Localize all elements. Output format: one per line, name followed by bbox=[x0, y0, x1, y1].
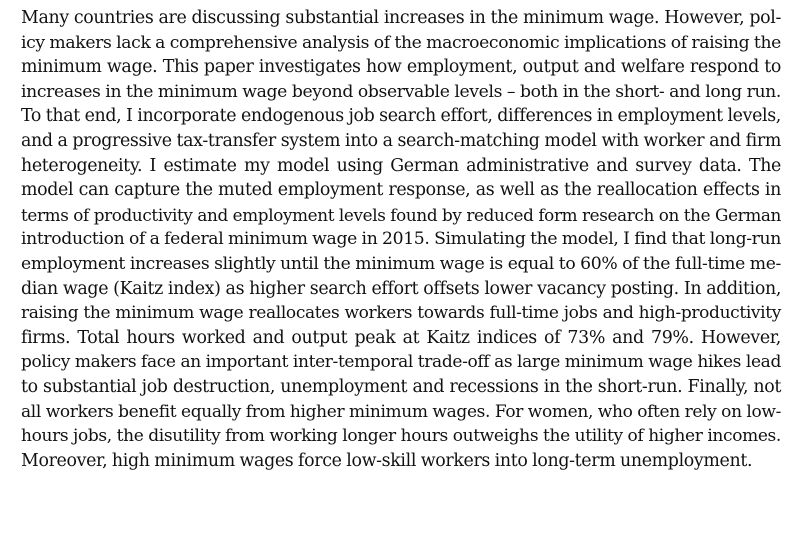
abstract-line: all workers benefit equally from higher minimum wages. For women, who often rely on low- bbox=[21, 401, 781, 422]
abstract-line: hours jobs, the disutility from working longer hours outweighs the utility of higher incomes. bbox=[21, 426, 781, 447]
abstract-line: To that end, I incorporate endogenous job search effort, differences in employment levels, bbox=[21, 106, 781, 127]
abstract-paragraph bbox=[21, 6, 781, 473]
abstract-line: and a progressive tax-transfer system into a search-matching model with worker and firm bbox=[21, 130, 781, 151]
abstract-line: heterogeneity. I estimate my model using German administrative and survey data. The bbox=[21, 155, 781, 176]
abstract-line: dian wage (Kaitz index) as higher search effort offsets lower vacancy posting. In addition, bbox=[21, 278, 781, 299]
abstract-line: increases in the minimum wage beyond observable levels – both in the short- and long run. bbox=[21, 81, 781, 102]
abstract-line: introduction of a federal minimum wage in 2015. Simulating the model, I find that long-run bbox=[21, 229, 781, 250]
abstract-line: minimum wage. This paper investigates how employment, output and welfare respond to bbox=[21, 57, 781, 78]
abstract-line: terms of productivity and employment levels found by reduced form research on the German bbox=[21, 204, 781, 225]
abstract-line: policy makers face an important inter-temporal trade-off as large minimum wage hikes lead bbox=[21, 352, 781, 373]
abstract-line: firms. Total hours worked and output peak at Kaitz indices of 73% and 79%. However, bbox=[21, 327, 781, 348]
abstract-line: Many countries are discussing substantial increases in the minimum wage. However, pol- bbox=[21, 8, 781, 28]
abstract-line: model can capture the muted employment response, as well as the reallocation effects in bbox=[21, 180, 781, 201]
abstract-line: employment increases slightly until the minimum wage is equal to 60% of the full-time me- bbox=[21, 253, 781, 274]
abstract-line: to substantial job destruction, unemployment and recessions in the short-run. Finally, not bbox=[21, 376, 781, 397]
abstract-line: raising the minimum wage reallocates workers towards full-time jobs and high-productivity bbox=[21, 303, 781, 324]
abstract-line: Moreover, high minimum wages force low-skill workers into long-term unemployment. bbox=[21, 450, 753, 471]
abstract-line: icy makers lack a comprehensive analysis of the macroeconomic implications of raising the bbox=[21, 32, 781, 53]
